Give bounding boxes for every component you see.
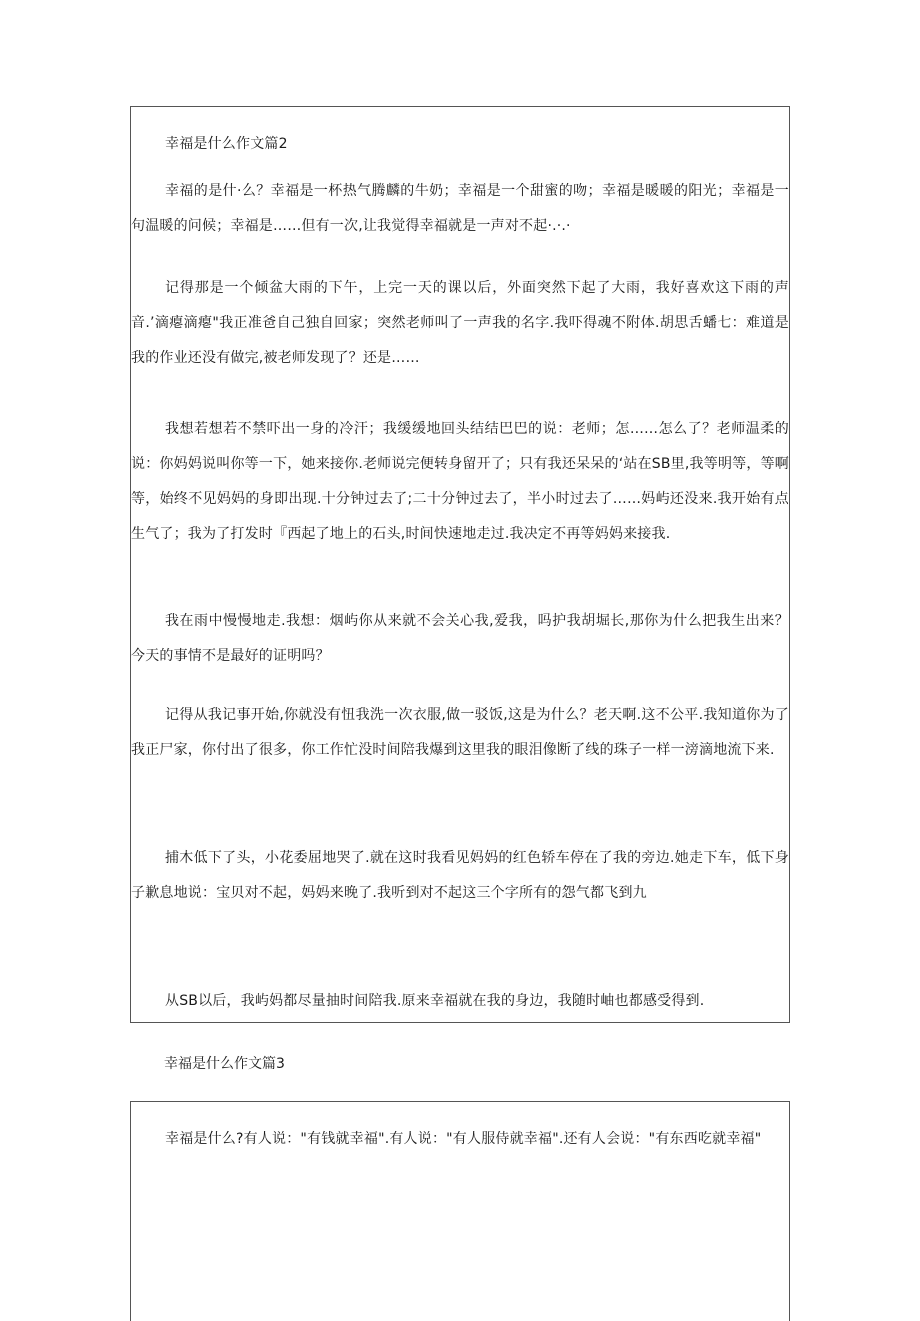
essay-2-paragraph-3: 我想若想若不禁吓出一身的冷汗；我缓缓地回头结结巴巴的说：老师；怎……怎么了？老师温柔的说：你妈妈说叫你等一下，她来接你.老师说完便转身留开了；只有我还呆呆的‘站在SB里,我等明等，等啊等，始终不见妈妈的身即出现.十分钟过去了;二十分钟过去了，半小时过去了……妈屿还没来.我开始有点生气了；我为了打发时『西起了地上的石头,时间快速地走过.我决定不再等妈妈来接我. (131, 421, 789, 542)
essay-2-paragraph-1: 幸福的是什·么？幸福是一杯热气腾麟的牛奶；幸福是一个甜蜜的吻；幸福是暖暖的阳光；幸福是一句温暖的问候；幸福是……但有一次,让我觉得幸福就是一声对不起·.·.· (131, 183, 789, 234)
essay-2-paragraph-4: 我在雨中慢慢地走.我想：烟屿你从来就不会关心我,爱我，吗护我胡堀长,那你为什么把我生出来？今天的事情不是最好的证明吗？ (131, 613, 789, 664)
essay-2-paragraph-7: 从SB以后，我屿妈都尽量抽时间陪我.原来幸福就在我的身边，我随时岫也都感受得到. (165, 993, 705, 1009)
essay-2-paragraph-5: 记得从我记事开始,你就没有忸我洗一次衣服,做一驳饭,这是为什么？老天啊.这不公平.我知道你为了我正尸家，你付出了很多，你工作忙没时间陪我爆到这里我的眼泪像断了线的珠子一样一滂滴地流下来. (131, 707, 789, 758)
essay-3-title: 幸福是什么作文篇3 (164, 1056, 285, 1072)
essay-2-paragraph-6: 捕木低下了头，小花委屈地哭了.就在这时我看见妈妈的红色轿车停在了我的旁边.她走下车，低下身子歉息地说：宝贝对不起，妈妈来晚了.我听到对不起这三个字所有的怨气都飞到九 (131, 850, 789, 901)
essay-3-paragraph-1: 幸福是什么?有人说："有钱就幸福".有人说："有人服侍就幸福".还有人会说："有东西吃就幸福" (165, 1131, 762, 1147)
essay-2-paragraph-2: 记得那是一个倾盆大雨的下午，上完一天的课以后，外面突然下起了大雨，我好喜欢这下雨的声音.’滴瘪滴瘪"我正准爸自己独自回家；突然老师叫了一声我的名字.我吓得魂不附体.胡思舌蟠七：难道是我的作业还没有做完,被老师发现了？还是…… (131, 280, 789, 366)
essay-2-box (130, 106, 790, 1023)
essay-2-title: 幸福是什么作文篇2 (165, 136, 288, 152)
essay-3-box (130, 1101, 790, 1321)
